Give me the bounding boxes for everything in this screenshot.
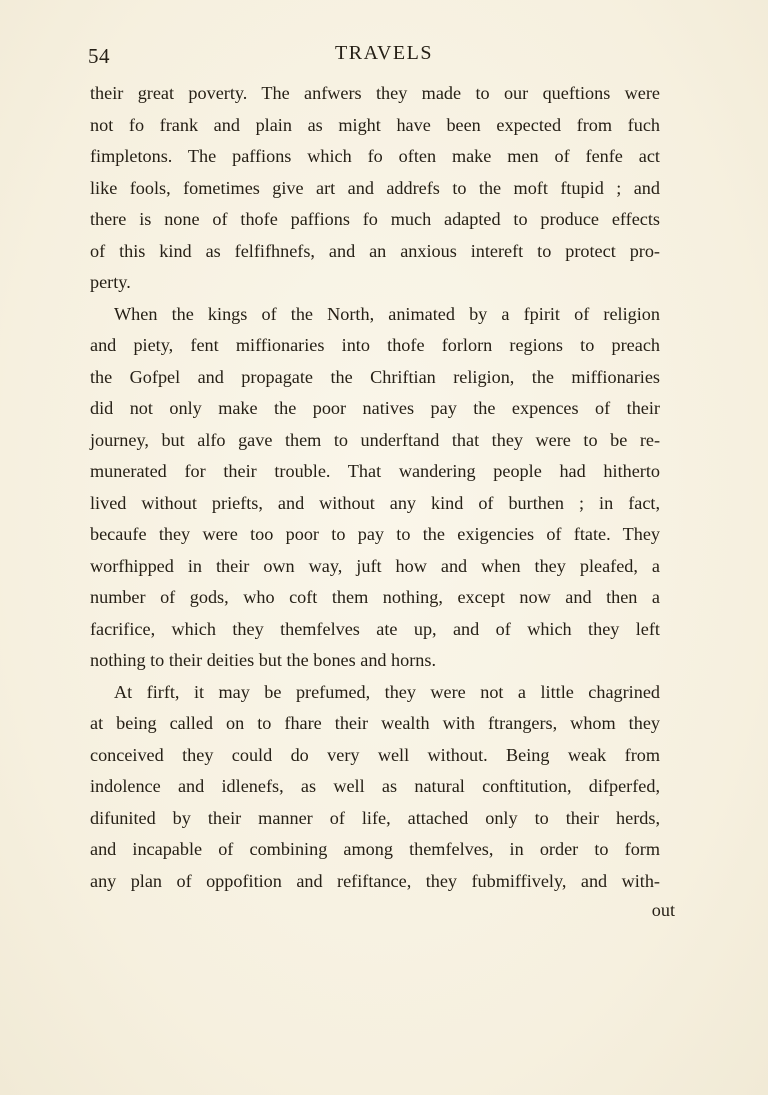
text-line: number of gods, who coft them nothing, except now and then a — [90, 587, 660, 607]
text-line: there is none of thofe paffions fo much adapted to produce effects — [90, 209, 660, 229]
body-text — [90, 78, 660, 897]
text-line: fimpletons. The paffions which fo often make men of fenfe act — [90, 146, 660, 166]
text-line: conceived they could do very well without. Being weak from — [90, 744, 660, 765]
text-line: of this kind as felfifhnefs, and an anxious intereft to protect pro- — [90, 240, 660, 261]
catchword: out — [651, 900, 675, 920]
paragraph-start-line: At firft, it may be prefumed, they were not a little chagrined — [114, 681, 660, 702]
text-line: becaufe they were too poor to pay to the exigencies of ftate. They — [90, 524, 660, 544]
text-line: munerated for their trouble. That wandering people had hitherto — [90, 461, 660, 481]
running-title: TRAVELS — [335, 42, 433, 64]
text-line: and piety, fent miffionaries into thofe forlorn regions to preach — [90, 335, 660, 355]
text-line: their great poverty. The anfwers they made to our queftions were — [90, 83, 660, 103]
text-line: nothing to their deities but the bones and horns. — [90, 650, 437, 670]
text-line: not fo frank and plain as might have been expected from fuch — [90, 114, 660, 135]
text-line: lived without priefts, and without any kind of burthen ; in fact, — [90, 492, 660, 513]
page-number: 54 — [88, 44, 110, 68]
text-line: and incapable of combining among themfelves, in order to form — [90, 839, 660, 859]
text-line: indolence and idlenefs, as well as natural conftitution, difperfed, — [90, 776, 660, 796]
text-line: perty. — [90, 272, 131, 292]
text-line: any plan of oppofition and refiftance, they fubmiffively, and with- — [90, 870, 660, 891]
paragraph-start-line: When the kings of the North, animated by a fpirit of religion — [114, 303, 660, 324]
text-line: difunited by their manner of life, attached only to their herds, — [90, 807, 660, 828]
text-line: facrifice, which they themfelves ate up, and of which they left — [90, 618, 660, 639]
text-line: the Gofpel and propagate the Chriftian religion, the miffionaries — [90, 366, 660, 387]
text-line: at being called on to fhare their wealth with ftrangers, whom they — [90, 713, 660, 733]
text-line: like fools, fometimes give art and addrefs to the moft ftupid ; and — [90, 177, 660, 198]
text-line: did not only make the poor natives pay the expences of their — [90, 398, 660, 418]
text-line: journey, but alfo gave them to underftand that they were to be re- — [90, 429, 660, 450]
text-line: worfhipped in their own way, juft how and when they pleafed, a — [90, 555, 660, 576]
